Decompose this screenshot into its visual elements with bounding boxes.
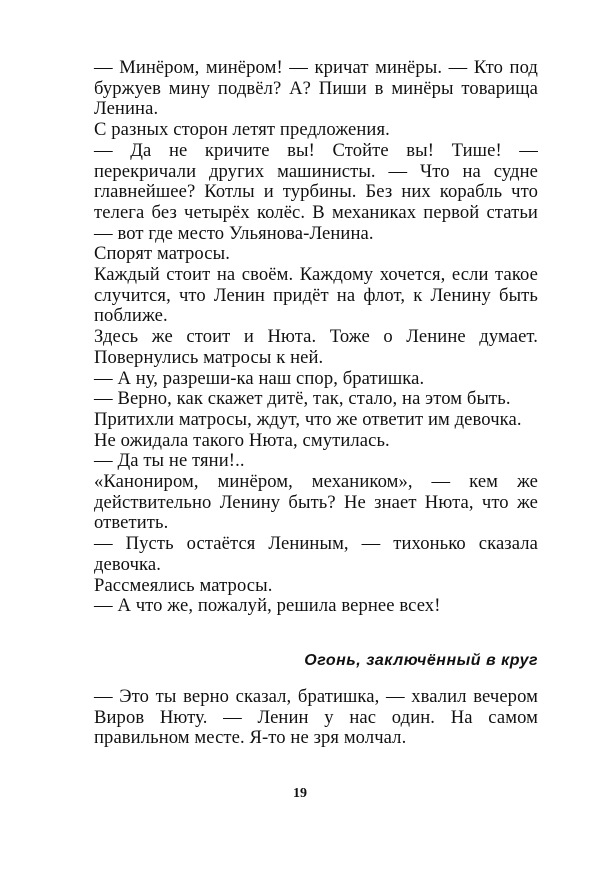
paragraph-6: Здесь же стоит и Нюта. Тоже о Ленине думает. Повернулись матросы к ней. <box>94 326 538 368</box>
page-number: 19 <box>293 786 307 801</box>
paragraph-5: Каждый стоит на своём. Каждому хочется, если такое случится, что Ленин придёт на флот, к Ленину быть поближе. <box>94 264 538 327</box>
paragraph-11: — Да ты не тяни!.. <box>94 450 245 472</box>
section-heading: Огонь, заключённый в круг <box>304 651 538 669</box>
paragraph-7: — А ну, разреши-ка наш спор, братишка. <box>94 367 425 389</box>
paragraph-3: — Да не кричите вы! Стойте вы! Тише! — перекричали других машинисты. — Что на судне главнейшее? Котлы и турбины. Без них корабль что телега без четырёх колёс. В механиках первой статьи — вот где место Ульянова-Ленина. <box>94 139 538 244</box>
paragraph-15: — А что же, пожалуй, решила вернее всех! <box>94 595 441 617</box>
paragraph-10: Не ожидала такого Нюта, смутилась. <box>94 429 390 451</box>
paragraph-13: — Пусть остаётся Лениным, — тихонько сказала девочка. <box>94 533 538 575</box>
section-paragraph-1: — Это ты верно сказал, братишка, — хвалил вечером Виров Нюту. — Ленин у нас один. На самом правильном месте. Я-то не зря молчал. <box>94 685 538 749</box>
paragraph-8: — Верно, как скажет дитё, так, стало, на этом быть. <box>94 388 511 410</box>
paragraph-9: Притихли матросы, ждут, что же ответит им девочка. <box>94 408 522 430</box>
paragraph-2: С разных сторон летят предложения. <box>94 119 390 141</box>
paragraph-4: Спорят матросы. <box>94 243 230 265</box>
paragraph-1: — Минёром, минёром! — кричат минёры. — Кто под буржуев мину подвёл? А? Пиши в минёры товарища Ленина. <box>94 57 538 120</box>
paragraph-12: «Канониром, минёром, механиком», — кем же действительно Ленину быть? Не знает Нюта, что же ответить. <box>94 471 538 534</box>
section-body-text <box>94 687 538 749</box>
body-text <box>94 58 538 617</box>
paragraph-14: Рассмеялись матросы. <box>94 574 273 596</box>
page-content <box>94 58 538 749</box>
